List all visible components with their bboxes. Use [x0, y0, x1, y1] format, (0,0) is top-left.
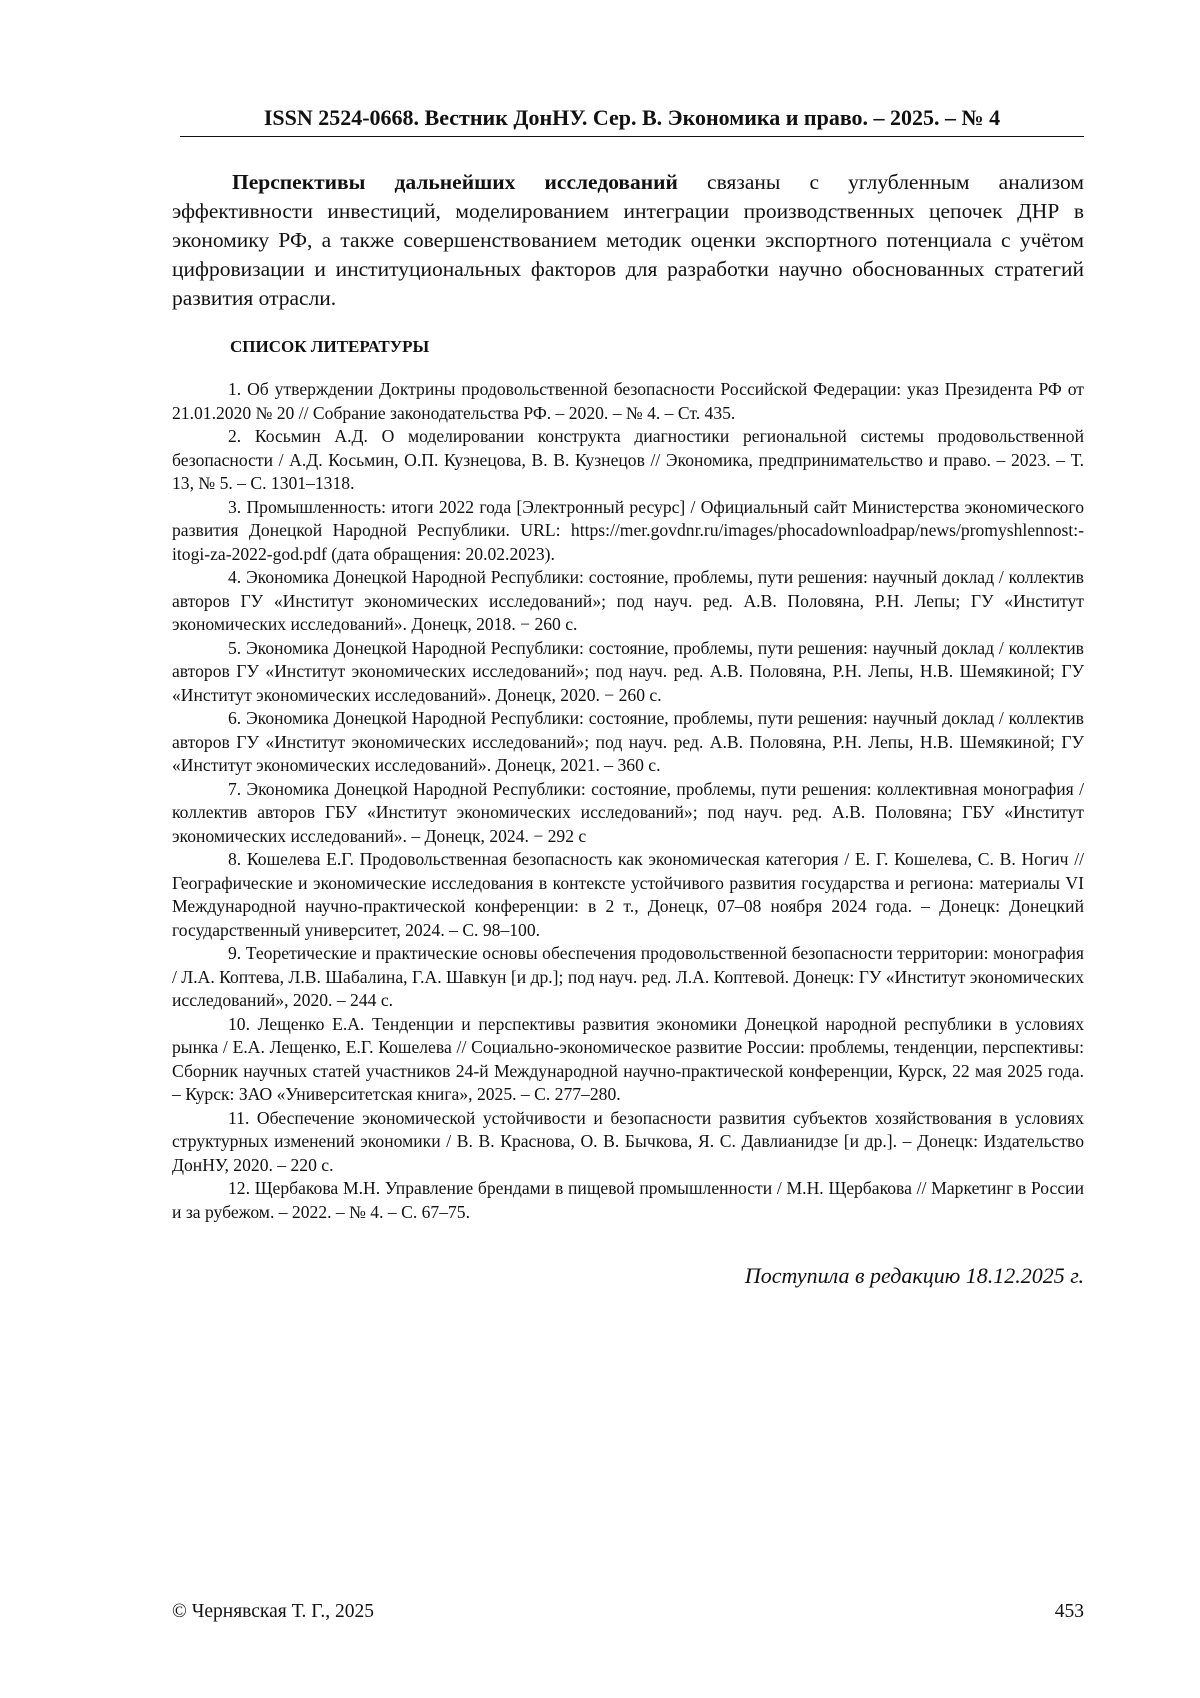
intro-paragraph [172, 168, 1084, 313]
reference-item: 3. Промышленность: итоги 2022 года [Электронный ресурс] / Официальный сайт Министерства экономического развития Донецкой Народной Республики. URL: https://mer.govdnr.ru/images/phocadownloadpap/news/promyshlennost:-itogi-za-2022-god.pdf (дата обращения: 20.02.2023). [172, 496, 1084, 564]
reference-item: 6. Экономика Донецкой Народной Республики: состояние, проблемы, пути решения: научный доклад / коллектив авторов ГУ «Институт экономических исследований»; под науч. ред. А.В. Половяна, Р.Н. Лепы, Н.В. Шемякиной; ГУ «Институт экономических исследований». Донецк, 2021. – 360 с. [172, 708, 1084, 775]
reference-item: 11. Обеспечение экономической устойчивости и безопасности развития субъектов хозяйствования в условиях структурных изменений экономики / В. В. Краснова, О. В. Бычкова, Я. С. Давлианидзе [и др.]. – Донецк: Издательство ДонНУ, 2020. – 220 с. [172, 1107, 1084, 1175]
reference-item: 1. Об утверждении Доктрины продовольственной безопасности Российской Федерации: указ Президента РФ от 21.01.2020 № 20 // Собрание законодательства РФ. – 2020. – № 4. – Ст. 435. [172, 379, 1084, 423]
reference-item: 12. Щербакова М.Н. Управление брендами в пищевой промышленности / М.Н. Щербакова // Маркетинг в России и за рубежом. – 2022. – № 4. – С. 67–75. [172, 1178, 1084, 1222]
reference-item: 7. Экономика Донецкой Народной Республики: состояние, проблемы, пути решения: коллективная монография / коллектив авторов ГБУ «Институт экономических исследований»; под науч. ред. А.В. Половяна; ГБУ «Институт экономических исследований». – Донецк, 2024. − 292 с [172, 778, 1084, 846]
intro-bold-lead: Перспективы дальнейших исследований [232, 170, 678, 194]
intro-text: связаны с углубленным анализом эффективности инвестиций, моделированием интеграции производственных цепочек ДНР в экономику РФ, а также совершенствованием методик оценки экспортного потенциала с учётом цифровизации и институциональных факторов для разработки научно обоснованных стратегий развития отрасли. [172, 170, 1084, 310]
reference-list [172, 378, 1084, 1224]
received-date-note: Поступила в редакцию 18.12.2025 г. [744, 1263, 1084, 1288]
reference-item: 5. Экономика Донецкой Народной Республики: состояние, проблемы, пути решения: научный доклад / коллектив авторов ГУ «Институт экономических исследований»; под науч. ред. А.В. Половяна, Р.Н. Лепы, Н.В. Шемякиной; ГУ «Институт экономических исследований». Донецк, 2020. − 260 с. [172, 637, 1084, 705]
reference-item: 9. Теоретические и практические основы обеспечения продовольственной безопасности территории: монография / Л.А. Коптева, Л.В. Шабалина, Г.А. Шавкун [и др.]; под науч. ред. Л.А. Коптевой. Донецк: ГУ «Институт экономических исследований», 2020. – 244 с. [172, 943, 1084, 1010]
reference-item: 8. Кошелева Е.Г. Продовольственная безопасность как экономическая категория / Е. Г. Кошелева, С. В. Ногич // Географические и экономические исследования в контексте устойчивого развития государства и региона: материалы VI Международной научно-практической конференции: в 2 т., Донецк, 07–08 ноября 2024 года. – Донецк: Донецкий государственный университет, 2024. – С. 98–100. [172, 849, 1084, 940]
reference-item: 4. Экономика Донецкой Народной Республики: состояние, проблемы, пути решения: научный доклад / коллектив авторов ГУ «Институт экономических исследований»; под науч. ред. А.В. Половяна, Р.Н. Лепы; ГУ «Институт экономических исследований». Донецк, 2018. − 260 с. [172, 567, 1084, 634]
references-title: СПИСОК ЛИТЕРАТУРЫ [230, 337, 430, 356]
running-header: ISSN 2524-0668. Вестник ДонНУ. Сер. В. Экономика и право. – 2025. – № 4 [263, 105, 1001, 130]
header-divider [180, 136, 1084, 137]
page-number: 453 [1054, 1601, 1084, 1622]
reference-item: 2. Косьмин А.Д. О моделировании конструкта диагностики региональной системы продовольственной безопасности / А.Д. Косьмин, О.П. Кузнецова, В. В. Кузнецов // Экономика, предпринимательство и право. – 2023. – Т. 13, № 5. – С. 1301–1318. [172, 426, 1084, 493]
reference-item: 10. Лещенко Е.А. Тенденции и перспективы развития экономики Донецкой народной республики в условиях рынка / Е.А. Лещенко, Е.Г. Кошелева // Социально-экономическое развитие России: проблемы, тенденции, перспективы: Сборник научных статей участников 24-й Международной научно-практической конференции, Курск, 22 мая 2025 года. – Курск: ЗАО «Университетская книга», 2025. – С. 277–280. [172, 1013, 1084, 1104]
footer-copyright: © Чернявская Т. Г., 2025 [172, 1601, 375, 1622]
